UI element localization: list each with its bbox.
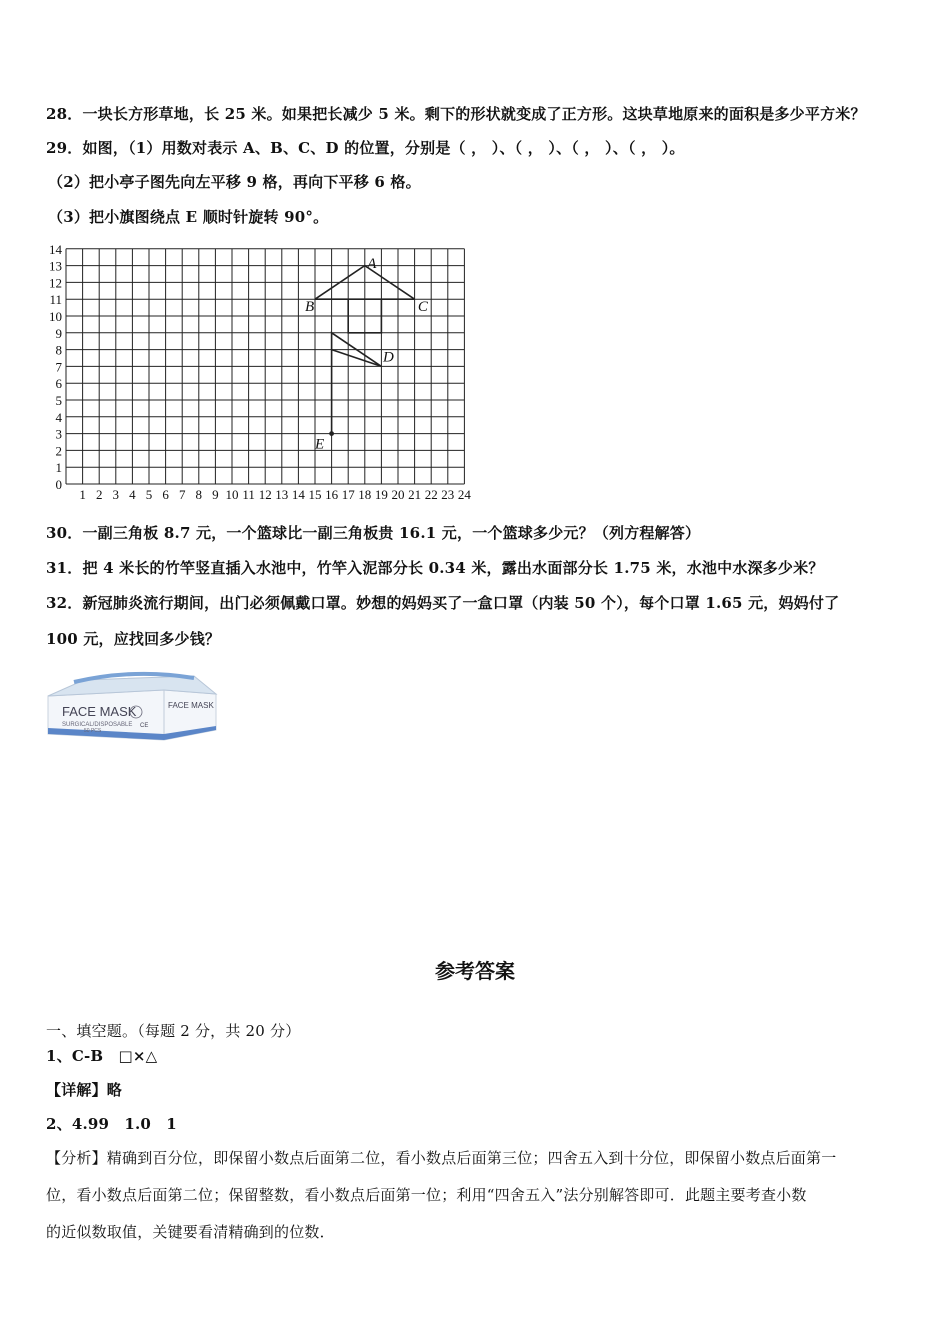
y-axis-ticks — [49, 242, 63, 492]
question-29-part-2: （2）把小亭子图先向左平移 9 格，再向下平移 6 格。 — [48, 173, 421, 191]
y-tick-label: 0 — [55, 477, 62, 492]
question-30: 30．一副三角板 8.7 元，一个篮球比一副三角板贵 16.1 元，一个篮球多少元？（列方程解答） — [46, 524, 701, 542]
x-tick-label: 15 — [308, 487, 322, 502]
x-tick-label: 4 — [129, 487, 136, 502]
question-32-line2: 100 元，应找回多少钱？ — [46, 630, 221, 648]
x-tick-label: 21 — [408, 487, 422, 502]
question-29-part-3: （3）把小旗图绕点 E 顺时针旋转 90°。 — [48, 208, 329, 226]
x-tick-label: 12 — [258, 487, 272, 502]
y-tick-label: 8 — [55, 342, 62, 358]
x-tick-label: 23 — [441, 487, 455, 502]
x-tick-label: 10 — [225, 487, 239, 502]
y-tick-label: 12 — [49, 275, 62, 291]
y-tick-label: 3 — [55, 426, 62, 442]
question-32-line1: 32．新冠肺炎流行期间，出门必须佩戴口罩。妙想的妈妈买了一盒口罩（内装 50 个），每个口罩 1.65 元，妈妈付了 — [46, 594, 840, 612]
x-tick-label: 22 — [424, 487, 438, 502]
point-labels — [305, 256, 429, 453]
x-tick-label: 13 — [275, 487, 289, 502]
x-tick-label: 1 — [79, 487, 86, 502]
x-tick-label: 9 — [212, 487, 219, 502]
x-tick-label: 6 — [162, 487, 169, 502]
answer-2-analysis-line1: 【分析】精确到百分位，即保留小数点后面第二位，看小数点后面第三位；四舍五入到十分位，即保留小数点后面第一 — [46, 1149, 837, 1167]
mask-count-text: 50 PCS — [84, 728, 102, 734]
point-label: B — [305, 298, 315, 315]
x-tick-label: 7 — [178, 487, 186, 502]
question-31: 31．把 4 米长的竹竿竖直插入水池中，竹竿入泥部分长 0.34 米，露出水面部分长 1.75 米，水池中水深多少米？ — [46, 559, 824, 577]
answer-2: 2、4.99 1.0 1 — [46, 1115, 177, 1133]
ce-mark-text: CE — [140, 723, 149, 729]
point-label: A — [367, 256, 377, 273]
x-tick-label: 14 — [291, 487, 305, 502]
y-tick-label: 7 — [55, 359, 62, 375]
point-label: E — [315, 436, 325, 453]
x-tick-label: 5 — [145, 487, 153, 502]
y-tick-label: 14 — [49, 241, 62, 257]
answer-section-1: 一、填空题。（每题 2 分，共 20 分） — [46, 1022, 301, 1040]
point-e-dot — [329, 431, 334, 436]
y-tick-label: 1 — [55, 460, 62, 476]
x-tick-label: 2 — [95, 487, 103, 502]
answer-1: 1、C-B □×△ — [46, 1047, 158, 1065]
question-29: 29．如图，（1）用数对表示 A、B、C、D 的位置，分别是（ ， ）、（ ， ）、（ ， ）、（ ， ）。 — [46, 139, 685, 157]
mask-side-brand-text: FACE MASK — [168, 701, 214, 710]
answer-2-analysis-line3: 的近似数取值，关键要看清精确到的位数． — [46, 1223, 335, 1241]
point-label: D — [383, 349, 394, 366]
point-label: C — [417, 298, 428, 315]
y-tick-label: 4 — [55, 409, 62, 425]
y-tick-label: 6 — [55, 376, 62, 392]
x-tick-label: 11 — [242, 487, 255, 502]
x-tick-label: 8 — [195, 487, 203, 502]
face-mask-box-image — [44, 668, 224, 748]
y-tick-label: 5 — [55, 393, 62, 408]
y-tick-label: 11 — [49, 292, 62, 308]
y-tick-label: 10 — [49, 309, 62, 324]
coordinate-grid-figure — [36, 236, 496, 506]
answer-1-detail: 【详解】略 — [46, 1081, 123, 1099]
answer-2-analysis-line2: 位，看小数点后面第二位；保留整数，看小数点后面第一位；利用“四舍五入”法分别解答即可．此题主要考查小数 — [46, 1186, 807, 1204]
x-tick-label: 17 — [341, 487, 355, 502]
x-axis-ticks — [79, 487, 471, 502]
x-tick-label: 16 — [325, 487, 339, 502]
answer-key-heading: 参考答案 — [435, 959, 515, 983]
x-tick-label: 3 — [112, 487, 120, 502]
x-tick-label: 20 — [391, 487, 405, 502]
mask-subtitle-text: SURGICAL/DISPOSABLE — [62, 722, 133, 728]
mask-brand-text: FACE MASK — [62, 704, 137, 719]
grid-lines — [66, 249, 464, 484]
y-tick-label: 13 — [49, 258, 62, 274]
question-28: 28．一块长方形草地，长 25 米。如果把长减少 5 米。剩下的形状就变成了正方形。这块草地原来的面积是多少平方米？ — [46, 105, 866, 123]
x-tick-label: 19 — [374, 487, 388, 502]
x-tick-label: 24 — [457, 487, 471, 502]
y-tick-label: 9 — [55, 325, 62, 341]
x-tick-label: 18 — [358, 487, 372, 502]
y-tick-label: 2 — [55, 443, 62, 459]
